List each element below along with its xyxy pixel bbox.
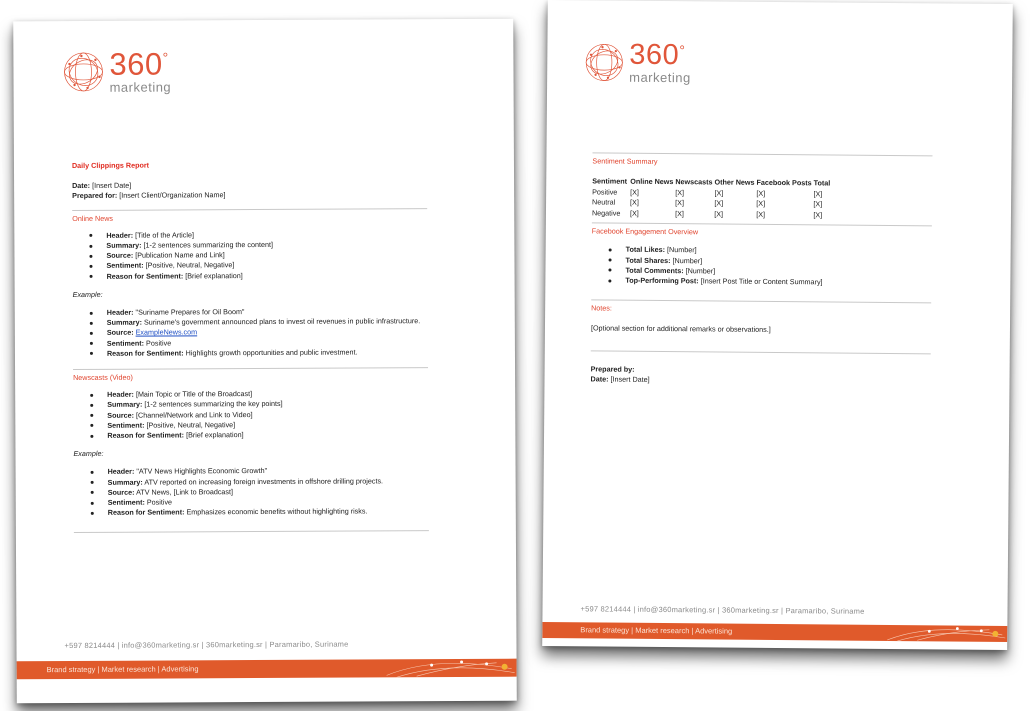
table-cell: [X] — [630, 187, 639, 197]
page2-body — [590, 152, 932, 387]
document-page-2 — [542, 0, 1013, 650]
list-item: Reason for Sentiment: Highlights growth opportunities and public investment. — [73, 347, 428, 359]
list-item: Header: "Suriname Prepares for Oil Boom" — [73, 306, 428, 318]
divider — [592, 223, 932, 227]
table-cell: Negative — [591, 208, 621, 218]
list-item: Summary: [1-2 sentences summarizing the content] — [72, 239, 427, 251]
column-header: Newscasts — [675, 177, 713, 187]
table-row — [592, 208, 832, 221]
column-header: Facebook Posts — [756, 178, 812, 188]
footer-bar — [542, 622, 1007, 642]
list-item: Header: [Main Topic or Title of the Broadcast] — [73, 388, 428, 400]
facebook-metrics — [591, 245, 931, 289]
list-item: Total Comments: [Number] — [591, 265, 931, 278]
section-title-notes: Notes: — [591, 303, 612, 313]
column-header: Sentiment — [592, 176, 628, 187]
example-label: Example: — [73, 449, 104, 459]
network-decoration-icon — [877, 625, 1007, 642]
section-title-online-news: Online News — [72, 213, 114, 223]
list-item: Summary: [1-2 sentences summarizing the key points] — [73, 399, 428, 411]
list-item: Header: "ATV News Highlights Economic Growth" — [74, 466, 429, 478]
column-header: Online News — [630, 177, 674, 187]
globe-logo-icon — [61, 49, 105, 93]
newscasts-fields — [73, 388, 428, 441]
section-title-facebook: Facebook Engagement Overview — [591, 226, 699, 237]
section-title-newscasts: Newscasts (Video) — [73, 372, 133, 383]
section-title-sentiment-summary: Sentiment Summary — [592, 156, 658, 166]
table-cell: [X] — [756, 209, 766, 219]
network-decoration-icon — [377, 659, 517, 678]
list-item: Total Likes: [Number] — [592, 245, 932, 258]
table-cell: Positive — [592, 187, 618, 197]
divider — [591, 300, 931, 304]
list-item: Header: [Title of the Article] — [72, 229, 427, 241]
list-item: Total Shares: [Number] — [592, 255, 932, 268]
list-item: Reason for Sentiment: [Brief explanation] — [73, 270, 428, 282]
footer-bar — [17, 659, 517, 680]
list-item: Sentiment: Positive — [73, 337, 428, 349]
table-cell: [X] — [675, 187, 685, 198]
newscasts-example — [74, 466, 429, 519]
table-cell: [X] — [630, 198, 639, 208]
list-item: Sentiment: [Positive, Neutral, Negative] — [73, 419, 428, 431]
brand-logo — [61, 48, 171, 94]
table-cell: [X] — [714, 188, 724, 198]
table-cell: [X] — [756, 188, 766, 198]
footer-services: Brand strategy | Market research | Advertising — [580, 625, 733, 636]
list-item: Source: [Publication Name and Link] — [72, 249, 427, 261]
divider — [592, 152, 932, 156]
prepared-by-label: Prepared by: — [590, 363, 635, 374]
globe-logo-icon — [583, 41, 625, 83]
logo-number: 360° — [629, 38, 686, 72]
table-cell: [X] — [629, 208, 639, 218]
online-news-example — [73, 306, 428, 359]
list-item: Summary: Suriname's government announced plans to invest oil revenues in public infrastructure. — [73, 316, 428, 328]
date-line: Date: [Insert Date] — [72, 180, 132, 191]
logo-subtitle: marketing — [109, 79, 172, 95]
table-cell: [X] — [813, 199, 823, 209]
footer-contact: +597 8214444 | info@360marketing.sr | 360marketing.sr | Paramaribo, Suriname — [580, 604, 865, 616]
list-item: Reason for Sentiment: [Brief explanation] — [73, 429, 428, 441]
list-item: Top-Performing Post: [Insert Post Title or Content Summary] — [591, 275, 931, 288]
page1-body — [72, 159, 429, 533]
list-item: Source: [Channel/Network and Link to Video] — [73, 409, 428, 421]
list-item: Reason for Sentiment: Emphasizes economic benefits without highlighting risks. — [74, 506, 429, 518]
prepared-for-line: Prepared for: [Insert Client/Organization Name] — [72, 190, 226, 201]
footer-services: Brand strategy | Market research | Advertising — [46, 664, 199, 675]
table-cell: [X] — [714, 209, 724, 219]
logo-subtitle: marketing — [629, 69, 691, 86]
report-title: Daily Clippings Report — [71, 160, 150, 171]
list-item: Sentiment: Positive — [74, 496, 429, 508]
table-cell: [X] — [813, 189, 823, 199]
list-item: Summary: ATV reported on increasing foreign investments in offshore drilling projects. — [74, 476, 429, 488]
footer-contact: +597 8214444 | info@360marketing.sr | 360marketing.sr | Paramaribo, Suriname — [64, 639, 349, 651]
column-header: Other News — [714, 177, 755, 188]
sentiment-table — [592, 177, 832, 221]
divider — [73, 367, 428, 370]
table-cell: [X] — [813, 210, 823, 220]
table-cell: [X] — [675, 198, 685, 208]
date-line: Date: [Insert Date] — [590, 374, 650, 384]
document-page-1 — [13, 19, 517, 704]
column-header: Total — [813, 178, 831, 188]
notes-text: [Optional section for additional remarks or observations.] — [590, 323, 771, 335]
divider — [74, 531, 429, 534]
table-cell: [X] — [714, 198, 724, 208]
table-cell: Neutral — [592, 197, 616, 207]
table-cell: [X] — [756, 199, 766, 209]
list-item: Sentiment: [Positive, Neutral, Negative] — [72, 260, 427, 272]
brand-logo — [583, 40, 691, 84]
online-news-fields — [72, 229, 427, 282]
list-item: Source: ATV News, [Link to Broadcast] — [74, 486, 429, 498]
list-item: Source: ExampleNews.com — [73, 327, 428, 339]
divider — [72, 208, 427, 211]
source-link[interactable]: ExampleNews.com — [135, 327, 198, 338]
logo-number: 360° — [109, 46, 169, 82]
example-label: Example: — [72, 289, 103, 299]
table-cell: [X] — [675, 208, 684, 219]
